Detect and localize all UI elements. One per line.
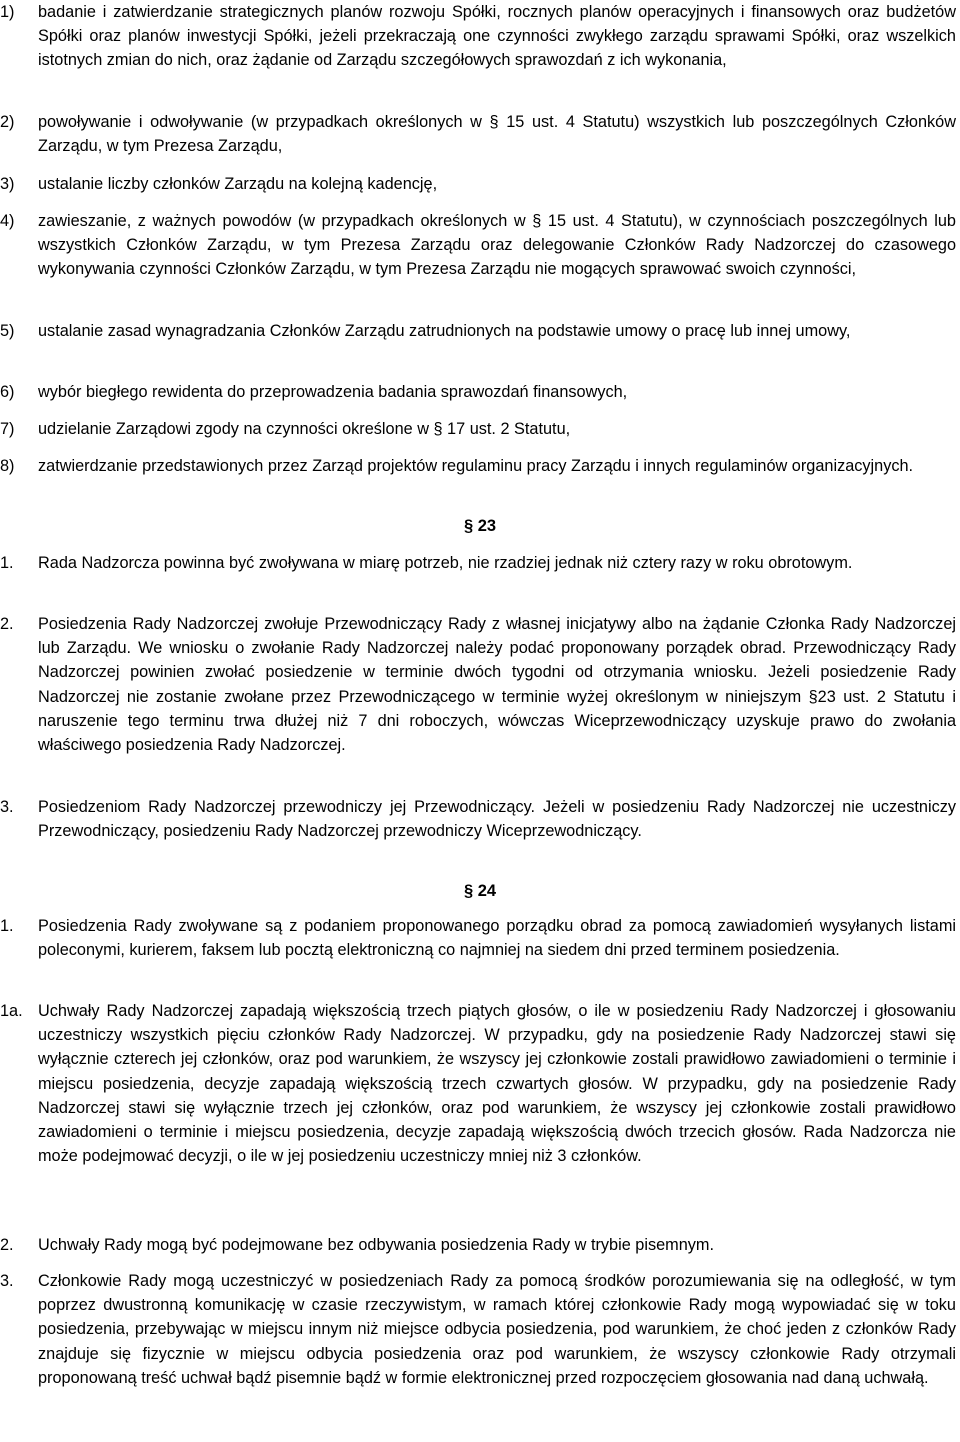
list-item	[0, 319, 956, 343]
list-item-text: zatwierdzanie przedstawionych przez Zarząd projektów regulaminu pracy Zarządu i innych regulaminów organizacyjnych.	[38, 457, 914, 475]
paragraph-number: 3.	[0, 798, 14, 816]
list-item-number: 2)	[0, 113, 15, 131]
list-item-number: 6)	[0, 383, 15, 401]
list-item-text: badanie i zatwierdzanie strategicznych planów rozwoju Spółki, rocznych planów operacyjnych i finansowych oraz budżetów Spółki oraz planów inwestycji Spółki, jeżeli przekraczają one czynności zwykłego zarządu sprawami Spółki, oraz wszelkich istotnych zmian do nich, oraz żądanie od Zarządu szczegółowych sprawozdań z ich wykonania,	[38, 3, 956, 70]
paragraph-item	[0, 1269, 956, 1390]
paragraph-number: 2.	[0, 1236, 14, 1254]
paragraph-text: Posiedzenia Rady zwoływane są z podaniem proponowanego porządku obrad za pomocą zawiadomień wysyłanych listami poleconymi, kurierem, faksem lub pocztą elektroniczną co najmniej na siedem dni przed terminem posiedzenia.	[38, 917, 956, 960]
paragraph-item	[0, 551, 956, 575]
list-item-number: 5)	[0, 322, 15, 340]
list-item-number: 7)	[0, 420, 15, 438]
paragraph-item	[0, 1233, 956, 1257]
list-item-number: 4)	[0, 212, 15, 230]
list-item-number: 3)	[0, 175, 15, 193]
list-item-number: 1)	[0, 3, 15, 21]
list-item	[0, 209, 956, 282]
paragraph-item	[0, 999, 956, 1168]
paragraph-number: 1.	[0, 917, 14, 935]
paragraph-number: 1a.	[0, 1002, 23, 1020]
list-item	[0, 417, 956, 441]
paragraph-number: 1.	[0, 554, 14, 572]
paragraph-item	[0, 795, 956, 843]
list-item	[0, 454, 956, 478]
paragraph-text: Posiedzenia Rady Nadzorczej zwołuje Przewodniczący Rady z własnej inicjatywy albo na żądanie Członka Rady Nadzorczej lub Zarządu. We wniosku o zwołanie Rady Nadzorczej należy podać proponowany porządek obrad. Przewodniczący Rady Nadzorczej powinien zwołać posiedzenie w terminie dwóch tygodni od otrzymania wniosku. Jeżeli posiedzenie Rady Nadzorczej nie zostanie zwołane przez Przewodniczącego w terminie wyżej określonym w niniejszym §23 ust. 2 Statutu i naruszenie tego terminu trwa dłużej niż 7 dni roboczych, wówczas Wiceprzewodniczący uzyskuje prawo do zwołania właściwego posiedzenia Rady Nadzorczej.	[38, 615, 956, 755]
paragraph-text: Uchwały Rady mogą być podejmowane bez odbywania posiedzenia Rady w trybie pisemnym.	[38, 1236, 715, 1254]
paragraph-text: Uchwały Rady Nadzorczej zapadają większością trzech piątych głosów, o ile w posiedzeniu Rady Nadzorczej i głosowaniu uczestniczy wszystkich pięciu członków Rady Nadzorczej. W przypadku, gdy na posiedzenie Rady Nadzorczej stawi się wyłącznie czterech jej członków, oraz pod warunkiem, że wszyscy jej członkowie zostali prawidłowo zawiadomieni o terminie i miejscu posiedzenia, decyzje zapadają większością trzech czwartych głosów. W przypadku, gdy na posiedzenie Rady Nadzorczej stawi się wyłącznie trzech jej członków, oraz pod warunkiem, że wszyscy jej członkowie zostali prawidłowo zawiadomieni o terminie i miejscu posiedzenia, decyzje zapadają większością dwóch trzecich głosów. Rada Nadzorcza nie może podejmować decyzji, o ile w jej posiedzeniu uczestniczy mniej niż 3 członków.	[38, 1002, 956, 1166]
section-heading-24: § 24	[463, 882, 497, 900]
paragraph-number: 2.	[0, 615, 14, 633]
paragraph-number: 3.	[0, 1272, 14, 1290]
list-item	[0, 110, 956, 158]
paragraph-text: Posiedzeniom Rady Nadzorczej przewodniczy jej Przewodniczący. Jeżeli w posiedzeniu Rady Nadzorczej nie uczestniczy Przewodniczący, posiedzeniu Rady Nadzorczej przewodniczy Wiceprzewodniczący.	[38, 798, 956, 841]
list-item-text: ustalanie liczby członków Zarządu na kolejną kadencję,	[38, 175, 438, 193]
list-item	[0, 0, 956, 73]
section-heading-23: § 23	[463, 517, 497, 535]
list-item	[0, 380, 956, 404]
list-item	[0, 172, 956, 196]
list-item-text: wybór biegłego rewidenta do przeprowadzenia badania sprawozdań finansowych,	[38, 383, 628, 401]
paragraph-text: Członkowie Rady mogą uczestniczyć w posiedzeniach Rady za pomocą środków porozumiewania się na odległość, w tym poprzez dwustronną komunikację w czasie rzeczywistym, w ramach której członkowie Rady mogą wypowiadać się w toku posiedzenia, przebywając w miejscu innym niż miejsce odbycia posiedzenia, pod warunkiem, że choć jeden z członków Rady znajduje się fizycznie w miejscu odbycia posiedzenia oraz pod warunkiem, że wszyscy członkowie Rady otrzymali proponowaną treść uchwał bądź pisemnie bądź w formie elektronicznej przed rozpoczęciem głosowania nad daną uchwałą.	[38, 1272, 956, 1387]
list-item-number: 8)	[0, 457, 15, 475]
list-item-text: zawieszanie, z ważnych powodów (w przypadkach określonych w § 15 ust. 4 Statutu), w czynnościach poszczególnych lub wszystkich Członków Zarządu, w tym Prezesa Zarządu oraz delegowanie Członków Rady Nadzorczej do czasowego wykonywania czynności Członków Zarządu, w tym Prezesa Zarządu nie mogących sprawować swoich czynności,	[38, 212, 956, 279]
paragraph-item	[0, 612, 956, 757]
list-item-text: ustalanie zasad wynagradzania Członków Zarządu zatrudnionych na podstawie umowy o pracę lub innej umowy,	[38, 322, 851, 340]
list-item-text: powoływanie i odwoływanie (w przypadkach określonych w § 15 ust. 4 Statutu) wszystkich lub poszczególnych Członków Zarządu, w tym Prezesa Zarządu,	[38, 113, 956, 156]
paragraph-text: Rada Nadzorcza powinna być zwoływana w miarę potrzeb, nie rzadziej jednak niż cztery razy w roku obrotowym.	[38, 554, 853, 572]
list-item-text: udzielanie Zarządowi zgody na czynności określone w § 17 ust. 2 Statutu,	[38, 420, 571, 438]
paragraph-item	[0, 914, 956, 962]
